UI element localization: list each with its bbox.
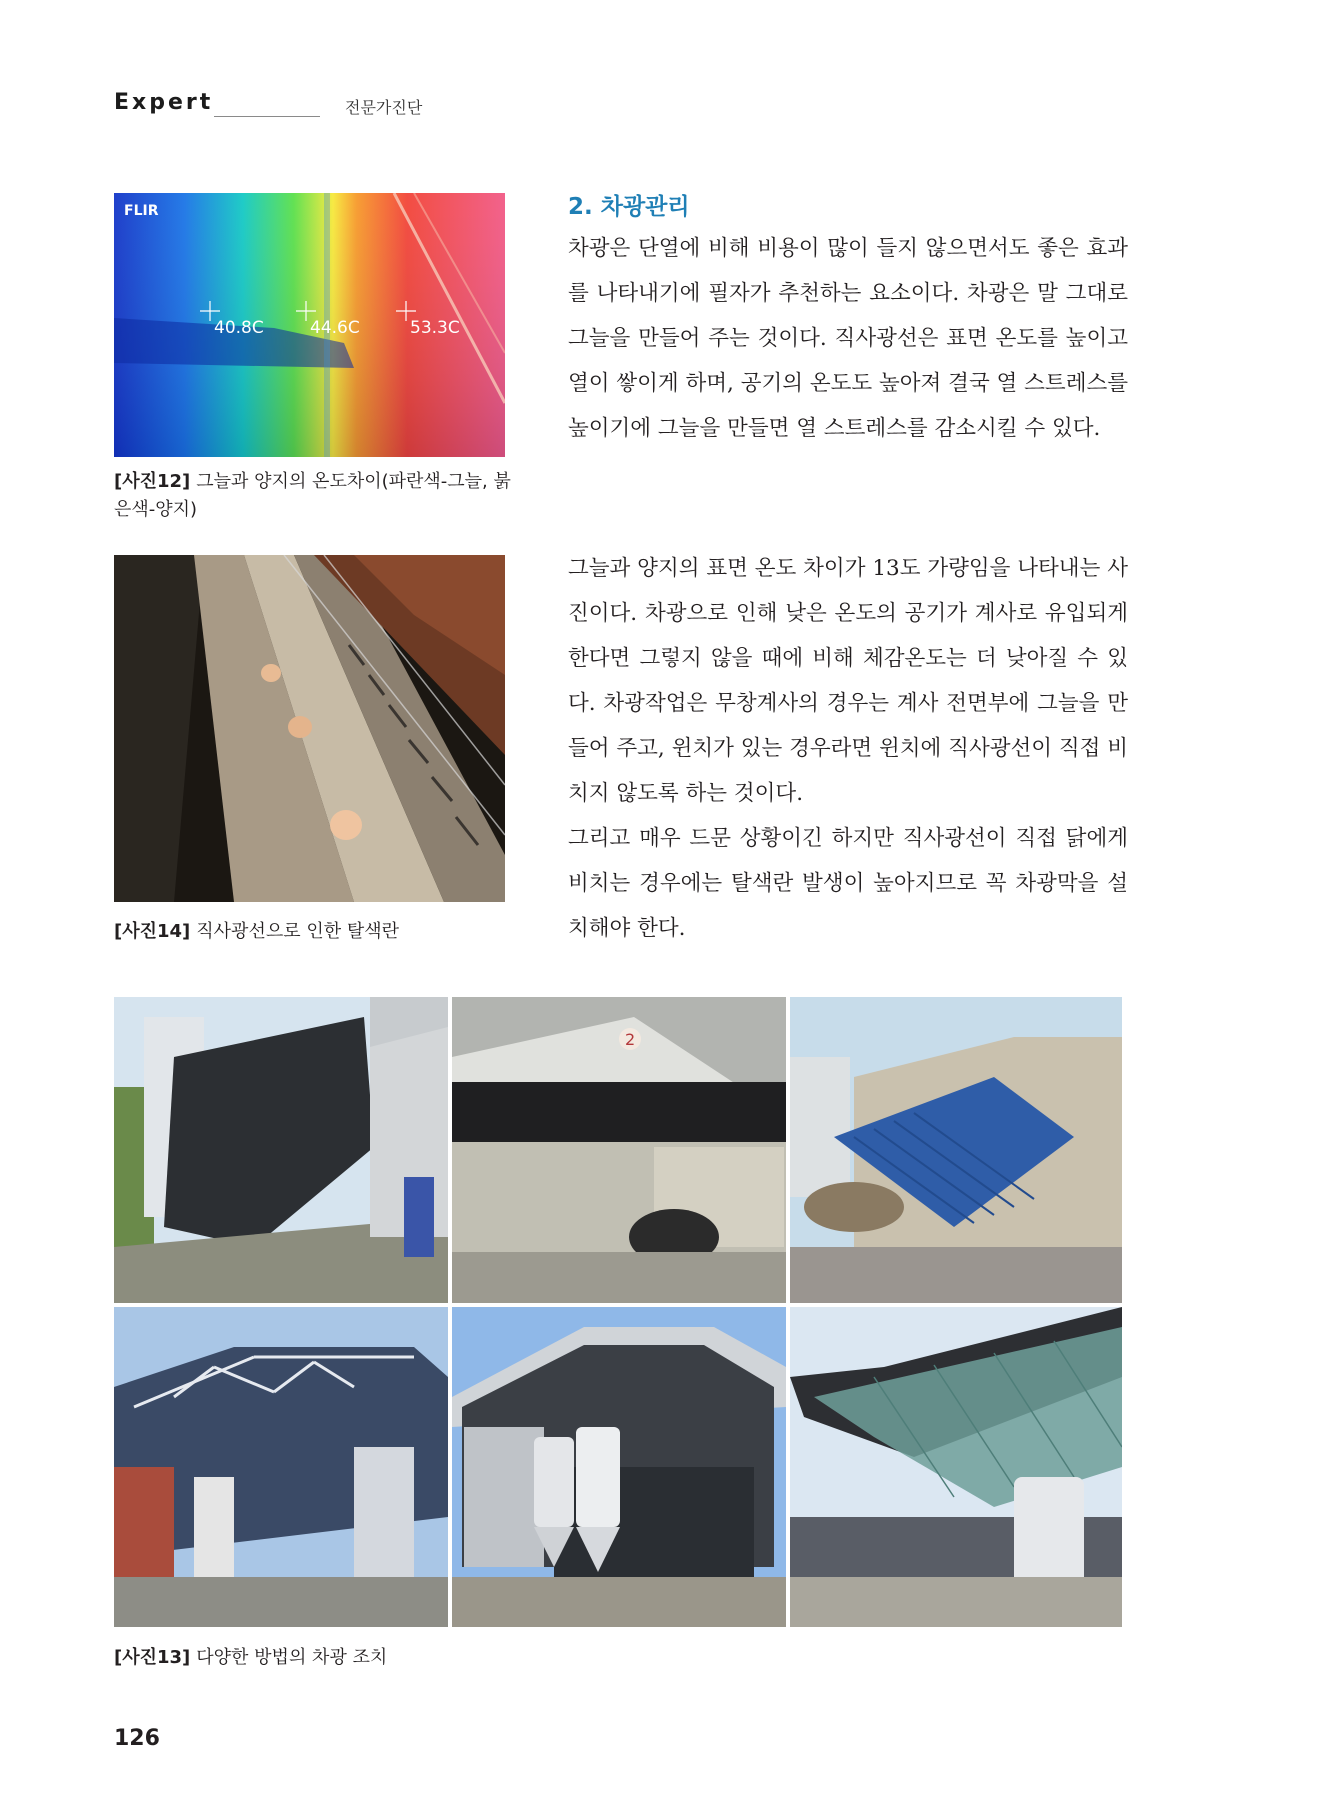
- header-divider: [214, 116, 320, 117]
- caption-tag: [사진13]: [114, 1647, 191, 1668]
- caption-text: 다양한 방법의 차광 조치: [196, 1647, 388, 1668]
- flir-logo: [124, 203, 159, 219]
- temp-reading-shade: 40.8C: [214, 318, 264, 338]
- photo13-caption: [114, 1644, 714, 1672]
- article-column-bottom: [568, 546, 1128, 951]
- caption-text: 직사광선으로 인한 탈색란: [196, 921, 399, 942]
- temp-reading-mid: 44.6C: [310, 318, 360, 338]
- egg: [330, 810, 362, 840]
- section-heading: 2. 차광관리: [568, 194, 690, 220]
- egg-conveyor-image: [114, 555, 505, 902]
- egg-conveyor-photo: [114, 555, 505, 902]
- barn-number: 2: [625, 1030, 636, 1049]
- caption-tag: [사진14]: [114, 921, 191, 942]
- shade-net-photo: [114, 997, 448, 1303]
- barn-curtain-photo: [452, 997, 786, 1303]
- thermal-photo: [114, 193, 505, 457]
- magazine-section-label: Expert: [114, 90, 214, 115]
- egg: [288, 716, 312, 738]
- truss-canopy-photo: [114, 1307, 448, 1627]
- shading-methods-photo-grid: [114, 997, 1122, 1627]
- flir-brand-text: FLIR: [124, 203, 159, 219]
- gabled-canopy-silos-photo: [452, 1307, 786, 1627]
- photo12-caption: [114, 468, 514, 524]
- caption-text: 그늘과 양지의 온도차이(파란색-그늘, 붉은색-양지): [114, 471, 511, 520]
- caption-tag: [사진12]: [114, 471, 191, 492]
- page-number: 126: [114, 1726, 160, 1751]
- egg: [261, 664, 281, 682]
- article-paragraph-2: 그늘과 양지의 표면 온도 차이가 13도 가량임을 나타내는 사진이다. 차광으로 인해 낮은 온도의 공기가 계사로 유입되게 한다면 그렇지 않을 때에 비해 체감온도는 더 낮아질 수 있다. 차광작업은 무창계사의 경우는 계사 전면부에 그늘을 만들어 주고, 윈치가 있는 경우라면 윈치에 직사광선이 직접 비치지 않도록 하는 것이다.: [568, 556, 1128, 806]
- thermal-image: [114, 193, 505, 457]
- temp-reading-sun: 53.3C: [410, 318, 460, 338]
- photo14-caption: [114, 918, 514, 946]
- section-title: 전문가진단: [345, 98, 423, 117]
- article-paragraph-3: 그리고 매우 드문 상황이긴 하지만 직사광선이 직접 닭에게 비치는 경우에는 탈색란 발생이 높아지므로 꼭 차광막을 설치해야 한다.: [568, 826, 1128, 941]
- blue-panel-awning-photo: [790, 997, 1122, 1303]
- article-paragraph-1: 차광은 단열에 비해 비용이 많이 들지 않으면서도 좋은 효과를 나타내기에 필자가 추천하는 요소이다. 차광은 말 그대로 그늘을 만들어 주는 것이다. 직사광선은 표면 온도를 높이고 열이 쌓이게 하며, 공기의 온도도 높아져 결국 열 스트레스를 높이기에 그늘을 만들면 열 스트레스를 감소시킬 수 있다.: [568, 236, 1128, 441]
- article-column-top: [568, 226, 1128, 451]
- shading-photo-collage: [114, 997, 1122, 1627]
- green-canopy-photo: [790, 1307, 1122, 1627]
